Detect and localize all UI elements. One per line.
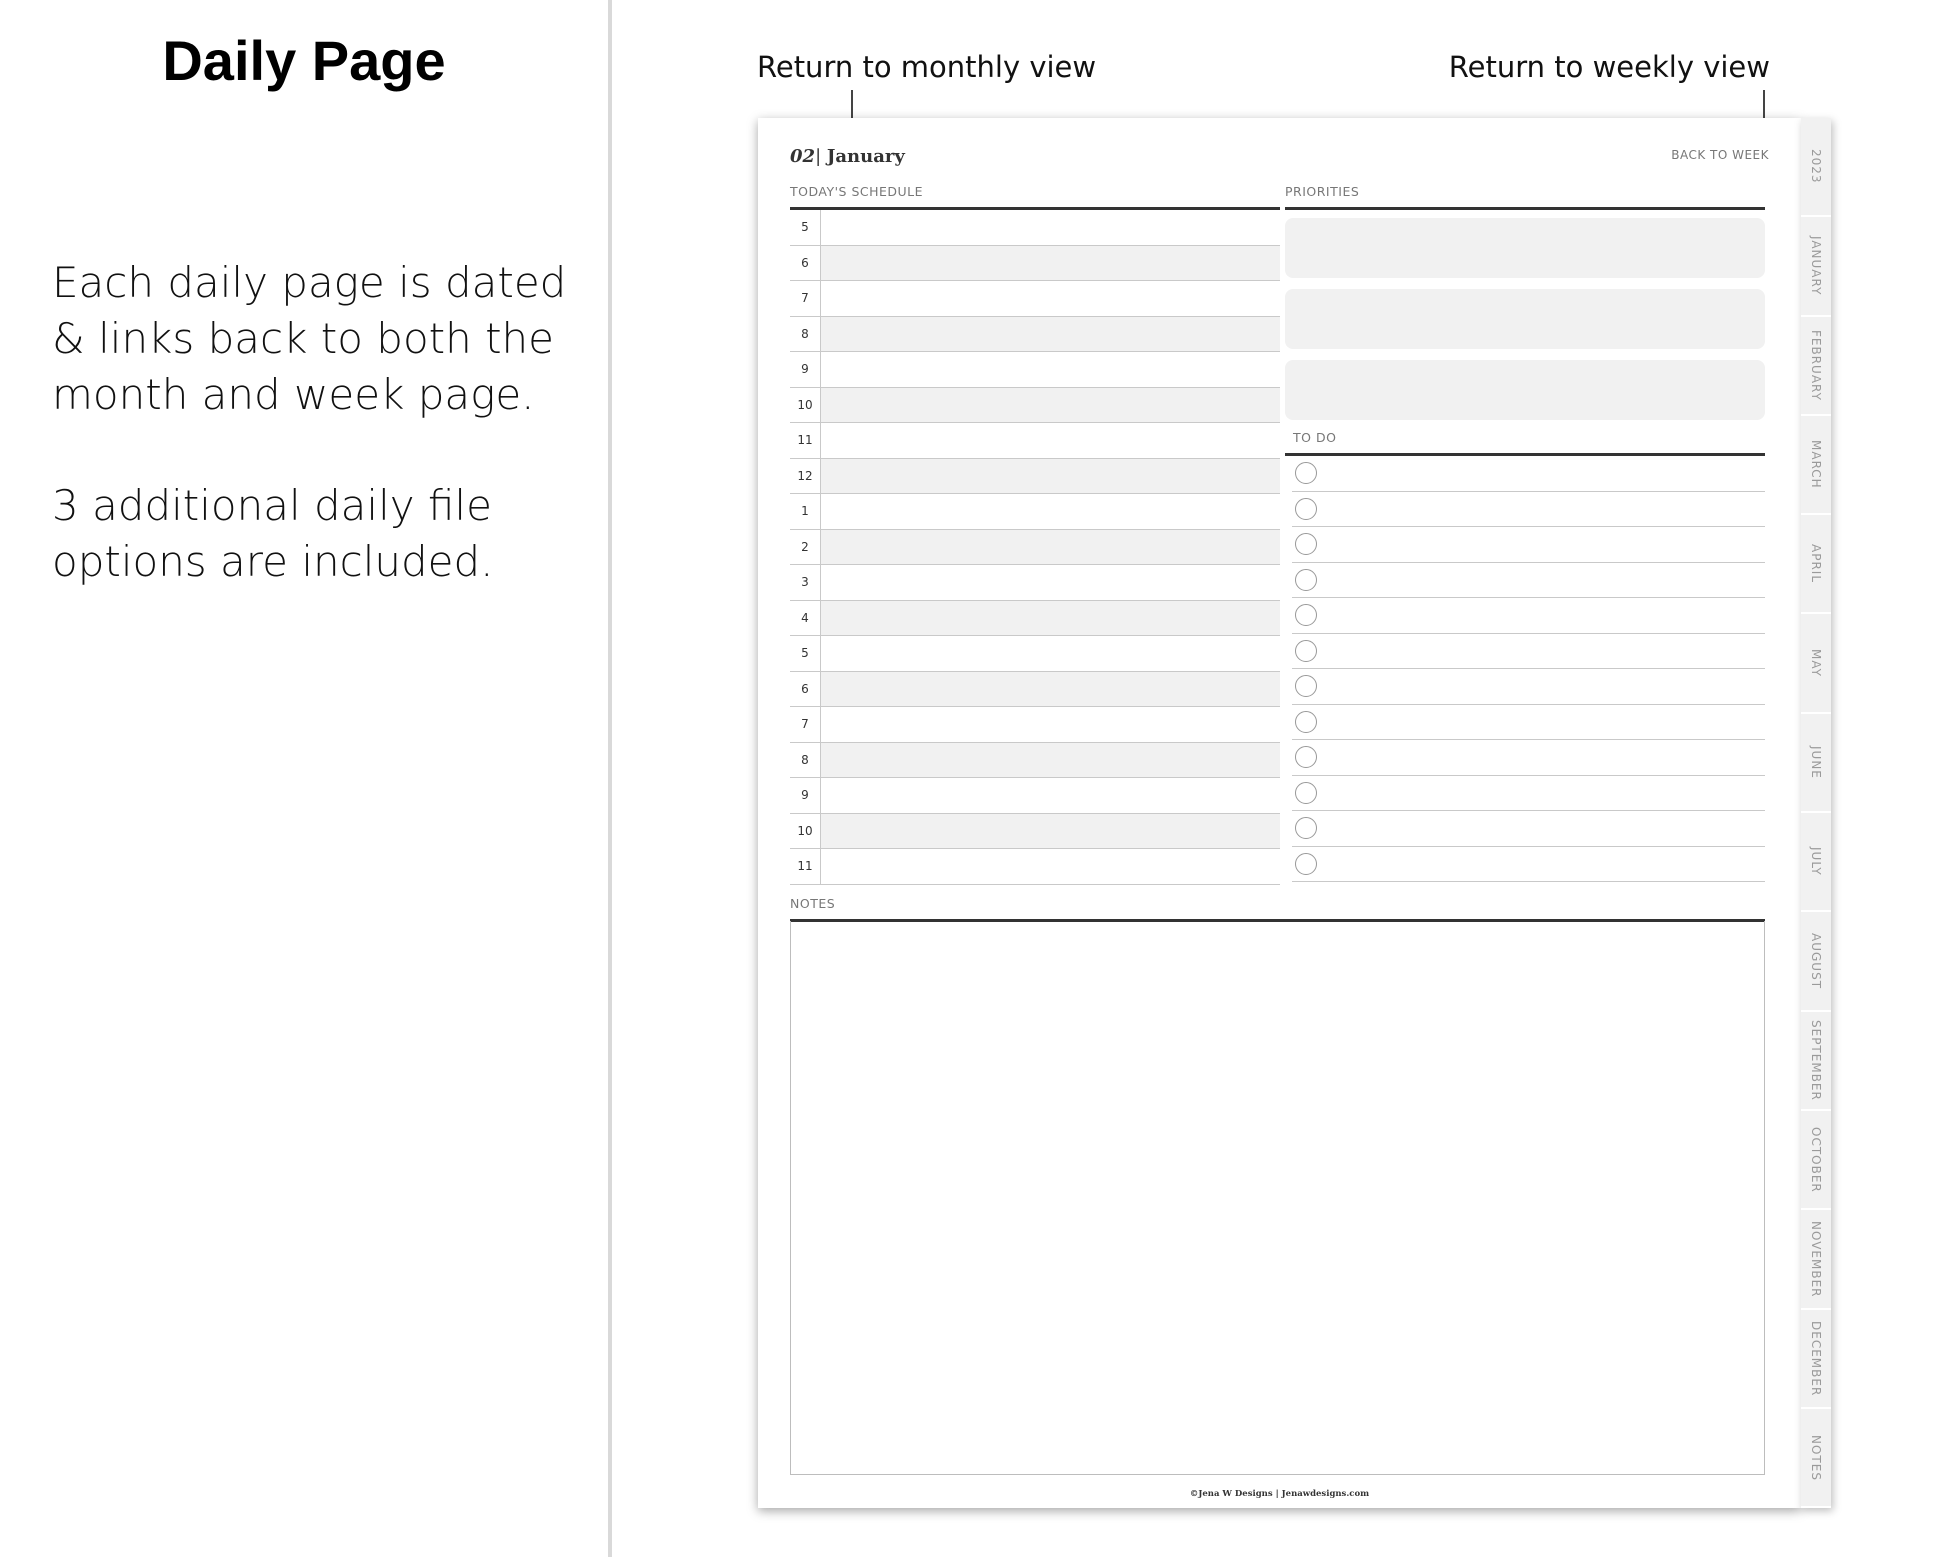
todo-item[interactable] xyxy=(1292,563,1765,599)
schedule-row[interactable] xyxy=(790,778,1280,814)
schedule-row[interactable] xyxy=(790,601,1280,637)
schedule-row[interactable] xyxy=(790,246,1280,282)
tab-label: NOTES xyxy=(1809,1434,1823,1481)
back-to-week-link[interactable]: BACK TO WEEK xyxy=(1671,148,1769,162)
schedule-entry[interactable] xyxy=(820,494,1280,529)
schedule-hour: 6 xyxy=(801,255,809,270)
tab-july[interactable] xyxy=(1801,813,1831,912)
todo-item[interactable] xyxy=(1292,598,1765,634)
todo-item[interactable] xyxy=(1292,705,1765,741)
tab-november[interactable] xyxy=(1801,1210,1831,1309)
schedule-hour: 5 xyxy=(801,220,809,235)
schedule-row[interactable] xyxy=(790,352,1280,388)
schedule-row[interactable] xyxy=(790,494,1280,530)
schedule-entry[interactable] xyxy=(820,530,1280,565)
todo-item[interactable] xyxy=(1292,740,1765,776)
todo-checkbox[interactable] xyxy=(1295,498,1317,520)
todo-list xyxy=(1292,456,1765,882)
tab-label: DECEMBER xyxy=(1809,1320,1823,1396)
schedule-hour: 2 xyxy=(801,539,809,554)
tab-label: APRIL xyxy=(1809,544,1823,584)
callout-weekly-view: Return to weekly view xyxy=(1448,50,1770,84)
schedule-hour: 9 xyxy=(801,788,809,803)
todo-checkbox[interactable] xyxy=(1295,533,1317,555)
tab-label: NOVEMBER xyxy=(1809,1220,1823,1298)
tab-september[interactable] xyxy=(1801,1012,1831,1111)
tab-june[interactable] xyxy=(1801,714,1831,813)
schedule-entry[interactable] xyxy=(820,281,1280,316)
schedule-entry[interactable] xyxy=(820,565,1280,600)
tab-april[interactable] xyxy=(1801,515,1831,614)
todo-checkbox[interactable] xyxy=(1295,675,1317,697)
tab-label: JULY xyxy=(1809,847,1823,877)
todo-item[interactable] xyxy=(1292,527,1765,563)
todo-item[interactable] xyxy=(1292,811,1765,847)
schedule-hour: 10 xyxy=(797,823,813,838)
todo-checkbox[interactable] xyxy=(1295,569,1317,591)
schedule-hour: 4 xyxy=(801,610,809,625)
todo-item[interactable] xyxy=(1292,492,1765,528)
schedule-entry[interactable] xyxy=(820,672,1280,707)
page-footer: ©Jena W Designs | Jenawdesigns.com xyxy=(1189,1489,1370,1499)
schedule-entry[interactable] xyxy=(820,317,1280,352)
schedule-entry[interactable] xyxy=(820,601,1280,636)
todo-checkbox[interactable] xyxy=(1295,462,1317,484)
schedule-hour: 9 xyxy=(801,362,809,377)
priority-field-1[interactable] xyxy=(1285,218,1765,278)
tab-label: 2023 xyxy=(1809,149,1823,184)
schedule-entry[interactable] xyxy=(820,423,1280,458)
priorities-label: PRIORITIES xyxy=(1285,184,1360,199)
schedule-grid xyxy=(790,210,1280,885)
todo-item[interactable] xyxy=(1292,634,1765,670)
schedule-hour: 12 xyxy=(797,468,813,483)
info-panel xyxy=(0,0,608,1557)
tab-february[interactable] xyxy=(1801,317,1831,416)
tab-january[interactable] xyxy=(1801,217,1831,316)
tab-october[interactable] xyxy=(1801,1111,1831,1210)
schedule-hour: 5 xyxy=(801,646,809,661)
tab-label: OCTOBER xyxy=(1809,1126,1823,1193)
notes-label: NOTES xyxy=(790,896,836,911)
schedule-hour: 1 xyxy=(801,504,809,519)
todo-item[interactable] xyxy=(1292,847,1765,883)
todo-checkbox[interactable] xyxy=(1295,746,1317,768)
tab-august[interactable] xyxy=(1801,912,1831,1011)
priority-field-2[interactable] xyxy=(1285,289,1765,349)
schedule-row[interactable] xyxy=(790,459,1280,495)
schedule-entry[interactable] xyxy=(820,210,1280,245)
todo-item[interactable] xyxy=(1292,669,1765,705)
notes-area[interactable] xyxy=(790,921,1765,1475)
todo-checkbox[interactable] xyxy=(1295,853,1317,875)
schedule-row[interactable] xyxy=(790,707,1280,743)
todo-label: TO DO xyxy=(1293,430,1337,445)
schedule-row[interactable] xyxy=(790,388,1280,424)
schedule-row[interactable] xyxy=(790,210,1280,246)
todo-checkbox[interactable] xyxy=(1295,711,1317,733)
todo-checkbox[interactable] xyxy=(1295,817,1317,839)
date-month-link[interactable]: January xyxy=(826,146,905,167)
tab-label: MAY xyxy=(1809,649,1823,678)
schedule-entry[interactable] xyxy=(820,707,1280,742)
schedule-hour: 8 xyxy=(801,326,809,341)
tab-notes[interactable] xyxy=(1801,1409,1831,1508)
tab-label: JANUARY xyxy=(1809,236,1823,296)
schedule-entry[interactable] xyxy=(820,778,1280,813)
schedule-row[interactable] xyxy=(790,672,1280,708)
schedule-entry[interactable] xyxy=(820,849,1280,884)
panel-divider xyxy=(608,0,612,1557)
schedule-hour: 11 xyxy=(797,859,813,874)
schedule-hour: 8 xyxy=(801,752,809,767)
schedule-hour: 7 xyxy=(801,717,809,732)
schedule-row[interactable] xyxy=(790,423,1280,459)
schedule-entry[interactable] xyxy=(820,636,1280,671)
todo-checkbox[interactable] xyxy=(1295,604,1317,626)
schedule-entry[interactable] xyxy=(820,459,1280,494)
schedule-entry[interactable] xyxy=(820,743,1280,778)
schedule-row[interactable] xyxy=(790,530,1280,566)
tab-may[interactable] xyxy=(1801,614,1831,713)
info-description-options: 3 additional daily file options are included. xyxy=(52,481,494,586)
priorities-rule xyxy=(1285,207,1765,210)
daily-planner-page xyxy=(758,118,1801,1508)
schedule-hour: 7 xyxy=(801,291,809,306)
tab-label: FEBRUARY xyxy=(1809,329,1823,401)
priority-field-3[interactable] xyxy=(1285,360,1765,420)
tab-label: MARCH xyxy=(1809,440,1823,489)
schedule-row[interactable] xyxy=(790,281,1280,317)
info-title: Daily Page xyxy=(162,29,446,92)
schedule-row[interactable] xyxy=(790,849,1280,885)
schedule-label: TODAY'S SCHEDULE xyxy=(790,184,924,199)
todo-item[interactable] xyxy=(1292,776,1765,812)
schedule-row[interactable] xyxy=(790,743,1280,779)
schedule-hour: 11 xyxy=(797,433,813,448)
callout-monthly-view: Return to monthly view xyxy=(757,50,1097,84)
page-date[interactable]: 02| January xyxy=(790,146,905,167)
date-day: 02 xyxy=(790,146,816,167)
schedule-entry[interactable] xyxy=(820,246,1280,281)
tab-march[interactable] xyxy=(1801,416,1831,515)
tab-label: SEPTEMBER xyxy=(1809,1019,1823,1101)
schedule-row[interactable] xyxy=(790,636,1280,672)
tab-label: AUGUST xyxy=(1809,933,1823,990)
schedule-hour: 10 xyxy=(797,397,813,412)
tab-2023[interactable] xyxy=(1801,118,1831,217)
todo-checkbox[interactable] xyxy=(1295,782,1317,804)
schedule-entry[interactable] xyxy=(820,814,1280,849)
schedule-entry[interactable] xyxy=(820,388,1280,423)
schedule-row[interactable] xyxy=(790,317,1280,353)
tab-label: JUNE xyxy=(1809,745,1823,779)
schedule-row[interactable] xyxy=(790,814,1280,850)
month-tabs xyxy=(1801,118,1831,1508)
tab-december[interactable] xyxy=(1801,1310,1831,1409)
schedule-row[interactable] xyxy=(790,565,1280,601)
info-description-links: Each daily page is dated & links back to both the month and week page. xyxy=(52,258,567,419)
todo-item[interactable] xyxy=(1292,456,1765,492)
schedule-hour: 3 xyxy=(801,575,809,590)
todo-checkbox[interactable] xyxy=(1295,640,1317,662)
schedule-entry[interactable] xyxy=(820,352,1280,387)
schedule-hour: 6 xyxy=(801,681,809,696)
